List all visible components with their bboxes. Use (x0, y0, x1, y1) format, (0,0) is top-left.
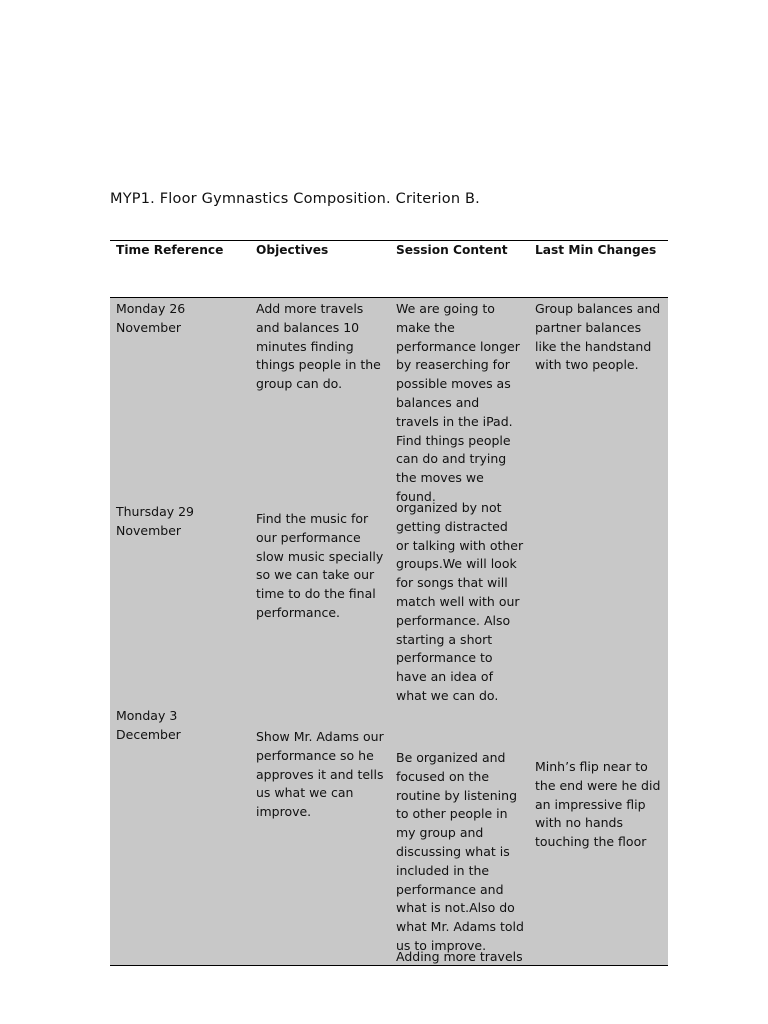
table-body (110, 298, 668, 965)
header-time-reference: Time Reference (116, 243, 224, 257)
row1-objectives: Add more travels and balances 10 minutes finding things people in the group can do. (256, 301, 381, 392)
header-objectives: Objectives (256, 243, 329, 257)
row3-session-content: Be organized and focused on the routine by listening to other people in my group and discussing what is included in the performance and what is not.Also do what Mr. Adams told us to improve. (396, 750, 524, 953)
row1-time: Monday 26 November (116, 301, 186, 335)
row2-session-content: organized by not getting distracted or talking with other groups.We will look for songs that will match well with our performance. Also starting a short performance to have an idea of what we can do. (396, 500, 524, 703)
row3-last-min-changes: Minh’s flip near to the end were he did an impressive flip with no hands touching the floor (535, 759, 661, 850)
row2-time: Thursday 29 November (116, 504, 195, 538)
document-title: MYP1. Floor Gymnastics Composition. Criterion B. (110, 191, 480, 207)
header-session-content: Session Content (396, 243, 508, 257)
row2-objectives: Find the music for our performance slow music specially so we can take our time to do the final performance. (256, 511, 384, 620)
schedule-table (110, 240, 668, 966)
row3-objectives: Show Mr. Adams our performance so he approves it and tells us what we can improve. (256, 729, 384, 820)
table-header-row (110, 241, 668, 298)
row3-session-content-continued: Adding more travels (396, 949, 523, 964)
header-last-min-changes: Last Min Changes (535, 243, 657, 257)
row3-time: Monday 3 December (116, 708, 181, 742)
row1-last-min-changes: Group balances and partner balances like the handstand with two people. (535, 301, 661, 373)
row1-session-content: We are going to make the performance longer by reaserching for possible moves as balances and travels in the iPad. Find things people can do and trying the moves we found. (396, 301, 520, 504)
